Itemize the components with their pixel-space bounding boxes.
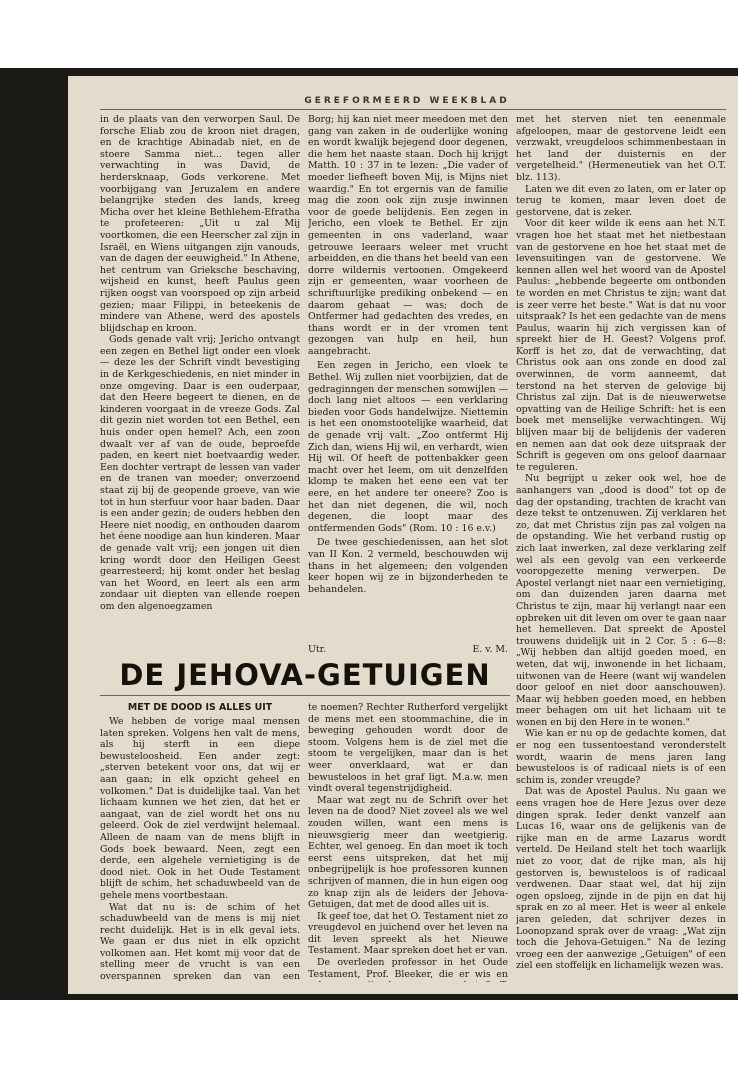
column-3-paragraph: Wie kan er nu op de gedachte komen, dat er nog een tussentoestand veronderstelt wordt, waarin de mens jaren lang bewusteloos is of radicaal niets is of een schim is, zonder vreugde?: [516, 728, 726, 786]
article-paragraph: Ik geef toe, dat het O. Testament niet zo vreugdevol en juichend over het leven na dit leven spreekt als het Nieuwe Testament. Maar spreken doet het er van.: [308, 910, 508, 957]
column-1-paragraph: in de plaats van den verworpen Saul. De forsche Eliab zou de kroon niet dragen, en de krachtige Abinadab niet, en de stoere Samma niet... tegen aller verwachting in was David, de herdersknaap, Gods verkorene. Met voorbijgang van Jeruzalem en andere belangrijke steden des lands, kreeg Micha over het kleine Bethlehem-Efratha te profeteeren: „Uit u zal Mij voortkomen, die een Heerscher zal zijn in Israël, en Wiens uitgangen zijn vanouds, van de dagen der eeuwigheid." In Athene, het centrum van Grieksche beschaving, wijsheid en kunst, heeft Paulus geen rijken oogst van voorspoed op zijn arbeid gezien; maar Filippi, in beteekenis de mindere van Athene, werd des apostels blijdschap en kroon.: [100, 114, 300, 334]
article-title: DE JEHOVA-GETUIGEN: [119, 658, 491, 692]
magazine-page: [68, 76, 738, 994]
title-rule: [100, 695, 510, 696]
column-3-paragraph: Nu begrijpt u zeker ook wel, hoe de aanhangers van „dood is dood" tot op de dag der opstanding, trachten de kracht van deze tekst te ontzenuwen. Zij verklaren het zo, dat met Christus zijn pas zal volgen na de opstanding. Wie het verband rustig op zich laat inwerken, zal deze verklaring zelf wel als een gevolg van een verkeerde vooropgezette mening verwerpen. De Apostel verlangt niet naar een vernietiging, om dan duizenden jaren daarna met Christus te zijn, maar hij verlangt naar een opbreken uit dit leven om over te gaan naar het hemelleven. Dat spreekt de Apostel trouwens duidelijk uit in 2 Cor. 5 : 6—8: „Wij hebben dan altijd goeden moed, en weten, dat wij, inwonende in het lichaam, uitwonen van de Heere (want wij wandelen door geloof en niet door aanschouwen). Maar wij hebben goeden moed, en hebben meer behagen om uit het lichaam uit te wonen en bij den Here in te wonen.": [516, 473, 726, 728]
column-2-paragraph: Een zegen in Jericho, een vloek te Bethel. Wij zullen niet voorbijzien, dat de gedraginngen der menschen somwijlen — doch lang niet altoos — een verklaring bieden voor Gods handelwijze. Niettemin is het een onomstootelijke waarheid, dat de genade vrij valt. „Zoo ontfermt Hij Zich dan, wiens Hij wil, en verhardt, wien Hij wil. Of heeft de pottenbakker geen macht over het leem, om uit denzelfden klomp te maken het eene een vat ter eere, en het andere ter oneere? Zoo is het dan niet degenen, die wil, noch degenen, die loopt maar des ontfermenden Gods" (Rom. 10 : 16 e.v.): [308, 360, 508, 534]
signature-place: Utr.: [308, 644, 327, 655]
column-2-paragraph: Borg; hij kan niet meer meedoen met den gang van zaken in de ouderlijke woning en wordt kwalijk bejegend door degenen, die hem het naaste staan. Doch hij krijgt Matth. 10 : 37 in te lezen: „Die vader of moeder liefheeft boven Mij, is Mijns niet waardig." En tot ergernis van de familie mag die zoon ook zijn zusje inwinnen voor de goede belijdenis. Een zegen in Jericho, een vloek te Bethel. Er zijn gemeenten in ons vaderland, waar getrouwe leeraars weleer met vrucht arbeidden, en die thans het beeld van een dorre wildernis vertoonen. Omgekeerd zijn er gemeenten, waar voorheen de schriftuurlijke prediking onbekend — en daarom gehaat — was; doch de Ontfermer had gedachten des vredes, en thans wordt er in der vromen tent gezongen van hulp en heil, hun aangebracht.: [308, 114, 508, 357]
article-paragraph: Maar wat zegt nu de Schrift over het leven na de dood? Niet zoveel als we wel zouden willen, want een mens is nieuwsgierig meer dan weetgierig. Echter, wel genoeg. En dan moet ik toch eerst eens uitspreken, dat het mij onbegrijpelijk is hoe professoren kunnen schrijven of mannen, die in hun eigen oog zo knap zijn als de leiders der Jehova-Getuigen, dat met de dood alles uit is.: [308, 794, 508, 911]
article-paragraph: Wat dat nu is: de schim of het schaduwbeeld van de mens is mij niet recht duidelijk. Het is in elk geval iets. We gaan er dus niet in elk opzicht volkomen aan. Het komt mij voor dat de stelling meer de vrucht is van een overspannen spreken dan van een: [100, 901, 300, 982]
column-2-paragraph: De twee geschiedenissen, aan het slot van II Kon. 2 vermeld, beschouwden wij thans in het algemeen; den volgenden keer hopen wij ze in bijzonderheden te behandelen.: [308, 537, 508, 595]
header-rule: [100, 109, 726, 110]
column-2: [308, 114, 508, 654]
column-1-paragraph: Gods genade valt vrij; Jericho ontvangt een zegen en Bethel ligt onder een vloek — deze les der Schrift vindt bevestiging in de Kerkgeschiedenis, en niet minder in onze omgeving. Daar is een ouderpaar, dat den Heere begeert te dienen, en de kinderen voorgaat in de vreeze Gods. Zal dit gezin niet worden tot een Bethel, een huis onder open hemel? Ach, een zoon dwaalt ver af van de oude, beproefde paden, en keert niet boetvaardig weder. Een dochter vertrapt de lessen van vader en de tranen van moeder; onverzoend staat zij bij de geopende groeve, van wie tot in hun sterfuur voor haar baden. Daar is een ander gezin; de ouders hebben den Heere niet noodig, en onthouden daarom het éene noodige aan hun kinderen. Maar de genade valt vrij; een jongen uit dien kring wordt door den Heiligen Geest gearresteerd; hij komt onder het beslag van het Woord, en leert als een arm zondaar uit diepten van ellende roepen om den algenoegzamen: [100, 334, 300, 612]
column-1: [100, 114, 300, 654]
column-3-paragraph: Dat was de Apostel Paulus. Nu gaan we eens vragen hoe de Here Jezus over deze dingen sprak. Ieder denkt vanzelf aan Lucas 16, waar ons de gelijkenis van de rijke man en de arme Lazarus wordt verteld. De Heiland stelt het toch waarlijk niet zo voor, dat de rijke man, als hij gestorven is, bewusteloos is of radicaal verdwenen. Daar staat wel, dat hij zijn ogen opsloeg, zijnde in de pijn en dat hij sprak en zo al meer. Het is weer al enkele jaren geleden, dat schrijver dezes in Loonopzand sprak over de vraag: „Wat zijn toch die Jehova-Getuigen." Na de lezing vroeg een der aanwezige „Getuigen" of een ziel een stoffelijk en lichamelijk wezen was.: [516, 786, 726, 972]
article-signature: [308, 644, 508, 655]
column-3-paragraph: Laten we dit even zo laten, om er later op terug te komen, maar leven doet de gestorvene, dat is zeker.: [516, 183, 726, 218]
column-3-paragraph: met het sterven niet ten eenenmale afgeloopen, maar de gestorvene leidt een verzwakt, vreugdeloos schimmenbestaan in het land der duisternis en der vergetelheid." (Hermeneutiek van het O.T. blz. 113).: [516, 114, 726, 183]
article-paragraph: De overleden professor in het Oude Testament, Prof. Bleeker, die er wis en: [308, 957, 508, 980]
article-column-right: [308, 702, 508, 982]
column-3-paragraph: Voor dit keer wilde ik eens aan het N.T. vragen hoe het staat met het nietbestaan van de gestorvene en hoe het staat met de levensuitingen van de gestorvene. We kennen allen wel het woord van de Apostel Paulus: „hebbende begeerte om ontbonden te worden en met Christus te zijn; want dat is zeer verre het beste." Wat is dat nu voor uitspraak? Is het een gedachte van de mens Paulus, waarin hij zich vergissen kan of spreekt hier de H. Geest? Volgens prof. Korff is het zo, dat de verwachting, dat Christus ook aan ons zonde en dood zal overwinnen, de vorm aanneemt, dat terstond na het sterven de gelovige bij Christus zal zijn. Dat is de nieuwerwetse opvatting van de Heilige Schrift: het is een boek met menselijke verwachtingen. Wij blijven maar bij de belijdenis der vaderen en nemen aan dat ook deze uitspraak der Schrift is gegeven om ons geloof daarnaar te reguleren.: [516, 218, 726, 473]
article-paragraph: te noemen? Rechter Rutherford vergelijkt de mens met een stoommachine, die in beweging gehouden wordt door de stoom. Volgens hem is de ziel met die stoom te vergelijken, maar dan is het weer onverklaard, wat er dan bewusteloos in het graf ligt. M.a.w. men vindt overal tegenstrijdigheid.: [308, 702, 508, 795]
column-3: [516, 114, 726, 974]
running-header: GEREFORMEERD WEEKBLAD: [304, 96, 510, 106]
article-subhead: MET DE DOOD IS ALLES UIT: [127, 702, 273, 713]
article-column-left: [100, 716, 300, 982]
signature-initials: E. v. M.: [472, 644, 508, 655]
article-paragraph: We hebben de vorige maal mensen laten spreken. Volgens hen valt de mens, als hij sterft in een diepe bewusteloosheid. Een ander zegt: „sterven betekent voor ons, dat wij er aan gaan; in elk opzicht geheel en volkomen." Dat is duidelijke taal. Van het lichaam kunnen we het zien, dat het er aangaat, van de ziel wordt het ons nu geleerd. Ook de ziel verdwijnt helemaal. Alleen de naam van de mens blijft in Gods boek bewaard. Neen, zegt een derde, een algehele vernietiging is de dood niet. Ook in het Oude Testament blijft de schim, het schaduwbeeld van de gehele mens voortbestaan.: [100, 716, 300, 901]
